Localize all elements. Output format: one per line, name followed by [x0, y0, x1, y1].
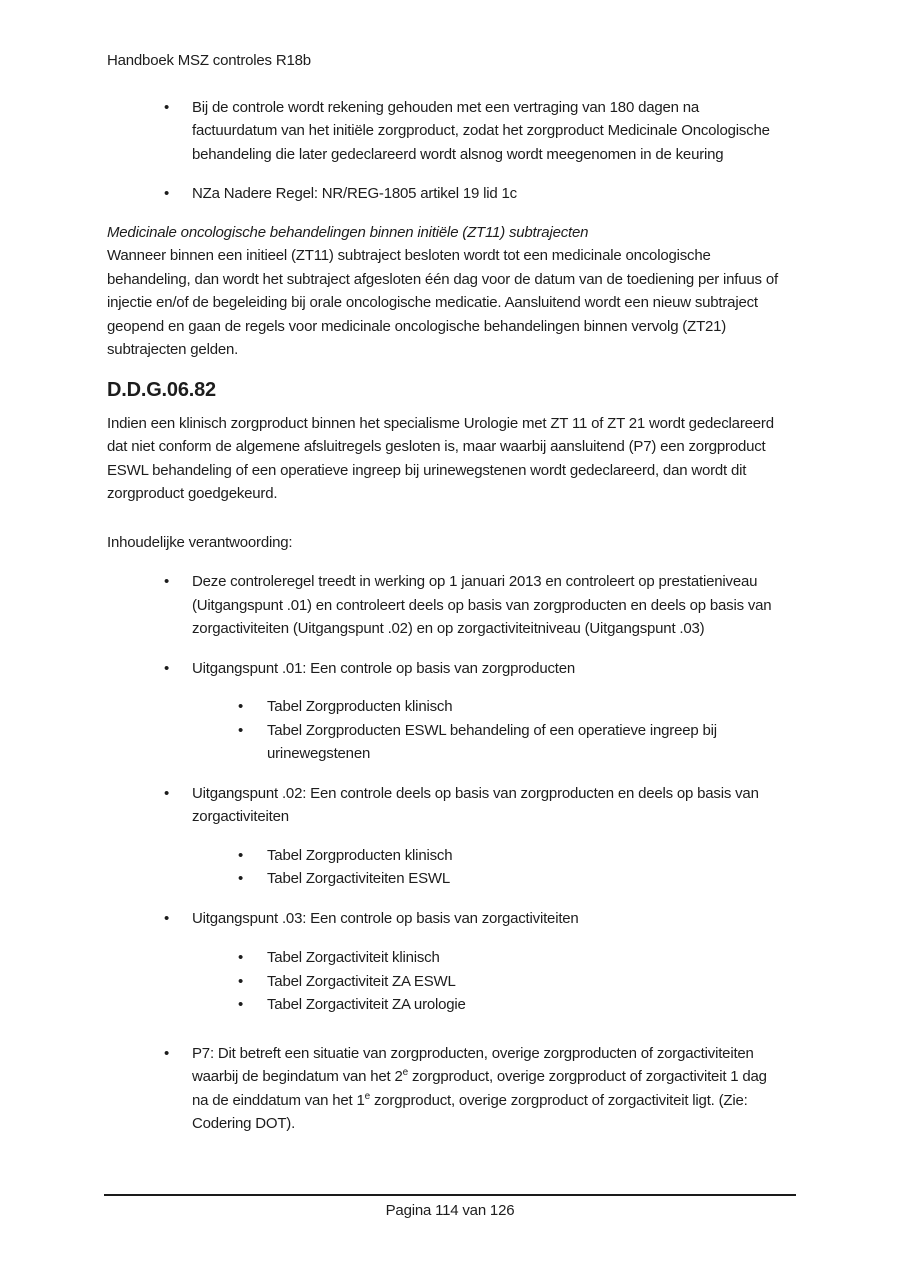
- p7-text: [192, 1042, 787, 1136]
- uitgangspunt-03-list: [107, 907, 793, 931]
- sub-bullet-text: • Tabel Zorgproducten ESWL behandeling of een operatieve ingreep bij urinewegstenen: [267, 721, 717, 762]
- p7-text-part: zorgproduct, overige zorgproduct of zorgactiviteit 1 dag na de einddatum van het 1: [192, 1068, 767, 1109]
- zt11-subsection: [107, 221, 793, 362]
- uitgangspunt-03-tables: [107, 946, 793, 1017]
- section-code-heading: D.D.G.06.82: [107, 378, 216, 401]
- bullet-item-controleregel: [107, 570, 787, 641]
- running-header: Handboek MSZ controles R18b: [107, 52, 311, 69]
- page-footer: [104, 1194, 796, 1223]
- uitgangspunt-01-tables: [107, 695, 793, 766]
- subsection-heading: Medicinale oncologische behandelingen binnen initiële (ZT11) subtrajecten: [107, 223, 589, 241]
- verantwoording-bullet-list: [107, 570, 793, 680]
- bullet-item-uitgangspunt-01: [107, 657, 787, 681]
- bullet-text: • NZa Nadere Regel: NR/REG-1805 artikel 19 lid 1c: [192, 185, 517, 202]
- sub-bullet-text: • Tabel Zorgproducten klinisch: [267, 698, 453, 715]
- sub-bullet-text: • Tabel Zorgactiviteiten ESWL: [267, 870, 451, 887]
- sub-bullet-item: [107, 867, 767, 891]
- sub-bullet-text: • Tabel Zorgproducten klinisch: [267, 846, 453, 864]
- sub-bullet-item: [107, 695, 767, 719]
- uitgangspunt-02-list: [107, 782, 793, 829]
- bullet-item-p7: [107, 1042, 787, 1136]
- bullet-text: • Uitgangspunt .01: Een controle op basis van zorgproducten: [192, 659, 576, 677]
- bullet-item-vertraging: [107, 96, 787, 167]
- bullet-text: • Deze controleregel treedt in werking op 1 januari 2013 en controleert op prestatieniveau (Uitgangspunt .01) en controleert deels op basis van zorgproducten en deels op basis van zorgactiviteiten (Uitgangspunt .02) en op zorgactiviteitniveau (Uitgangspunt .03): [192, 573, 772, 637]
- p7-bullet-list: [107, 1042, 793, 1136]
- p7-superscript: e: [402, 1067, 408, 1078]
- bullet-item-nza-regel: [107, 182, 787, 206]
- p7-superscript: e: [364, 1090, 371, 1102]
- footer-divider: [104, 1194, 796, 1196]
- bullet-text: • Uitgangspunt .02: Een controle deels op basis van zorgproducten en deels op basis van zorgactiviteiten: [192, 784, 759, 825]
- bullet-item-uitgangspunt-03: [107, 907, 787, 931]
- intro-bullet-list: [107, 96, 793, 206]
- p7-text-part: P7: Dit betreft een situatie van zorgproducten, overige zorgproducten of zorgactiviteiten waarbij de begindatum van het 2: [192, 1044, 754, 1085]
- sub-bullet-item: [107, 946, 767, 970]
- bullet-text: • Uitgangspunt .03: Een controle op basis van zorgactiviteiten: [192, 909, 579, 927]
- sub-bullet-text: • Tabel Zorgactiviteit klinisch: [267, 949, 440, 966]
- zt11-paragraph: Wanneer binnen een initieel (ZT11) subtraject besloten wordt tot een medicinale oncologische behandeling, dan wordt het subtraject afgesloten één dag voor de datum van de toediening per infuus of injectie en/of de begeleiding bij orale oncologische medicatie. Aansluitend wordt een nieuw subtraject geopend en gaan de regels voor medicinale oncologische behandelingen binnen vervolg (ZT21) subtrajecten gelden.: [107, 247, 778, 358]
- sub-bullet-item: [107, 719, 767, 766]
- verantwoording-label: Inhoudelijke verantwoording:: [107, 533, 293, 551]
- sub-bullet-item: [107, 970, 767, 994]
- ddg-paragraph: Indien een klinisch zorgproduct binnen het specialisme Urologie met ZT 11 of ZT 21 wordt gedeclareerd dat niet conform de algemene afsluitregels gesloten is, maar waarbij aansluitend (P7) een zorgproduct ESWL behandeling of een operatieve ingreep bij urinewegstenen wordt gedeclareerd, dan wordt dit zorgproduct goedgekeurd.: [107, 414, 774, 502]
- sub-bullet-item: [107, 844, 767, 868]
- page-number: Pagina 114 van 126: [385, 1202, 515, 1219]
- bullet-text: • Bij de controle wordt rekening gehouden met een vertraging van 180 dagen na factuurdatum van het initiële zorgproduct, zodat het zorgproduct Medicinale Oncologische behandeling die later gedeclareerd wordt alsnog wordt meegenomen in de keuring: [192, 98, 770, 163]
- p7-text-part: zorgproduct, overige zorgproduct of zorgactiviteit ligt. (Zie: Codering DOT).: [192, 1091, 748, 1132]
- sub-bullet-item: [107, 993, 767, 1017]
- uitgangspunt-02-tables: [107, 844, 793, 891]
- sub-bullet-text: • Tabel Zorgactiviteit ZA ESWL: [267, 972, 456, 990]
- sub-bullet-text: • Tabel Zorgactiviteit ZA urologie: [267, 996, 466, 1013]
- bullet-item-uitgangspunt-02: [107, 782, 787, 829]
